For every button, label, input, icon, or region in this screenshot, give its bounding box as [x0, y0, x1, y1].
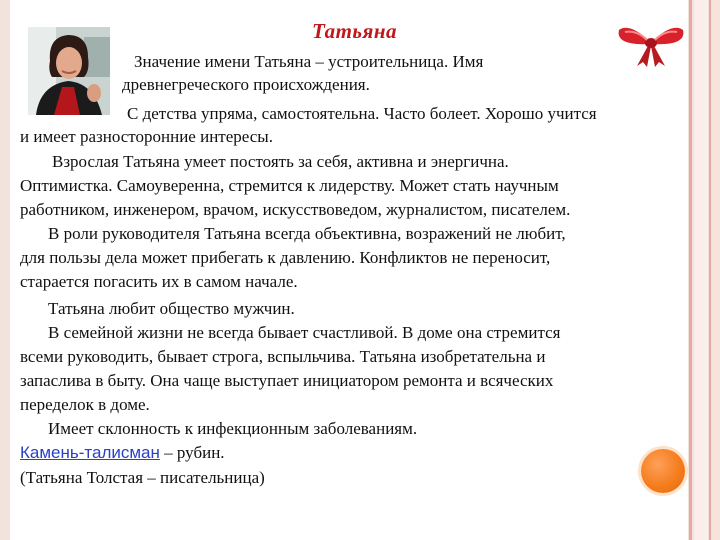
- text-line: Взрослая Татьяна умеет постоять за себя, активна и энергична.: [52, 152, 509, 171]
- talisman-stone-link[interactable]: Камень-талисман: [20, 443, 160, 462]
- text-line: Татьяна любит общество мужчин.: [48, 299, 295, 318]
- text-line: работником, инженером, врачом, искусствоведом, журналистом, писателем.: [20, 200, 571, 219]
- text-line: Значение имени Татьяна – устроительница. Имя: [134, 52, 484, 71]
- border-stripe: [694, 0, 708, 540]
- text-line: для пользы дела может прибегать к давлению. Конфликтов не переносит,: [20, 248, 551, 267]
- text-line: В семейной жизни не всегда бывает счастливой. В доме она стремится: [48, 323, 561, 342]
- orange-circle-icon: [641, 449, 685, 493]
- text-line: В роли руководителя Татьяна всегда объективна, возражений не любит,: [48, 224, 566, 243]
- text-line: переделок в доме.: [20, 395, 150, 414]
- page-title: Татьяна: [312, 19, 397, 43]
- border-stripe: [709, 0, 711, 540]
- text-line: всеми руководить, бывает строга, вспыльчива. Татьяна изобретательна и: [20, 347, 546, 366]
- text-line: запаслива в быту. Она чаще выступает инициатором ремонта и всяческих: [20, 371, 554, 390]
- text-line: Имеет склонность к инфекционным заболеваниям.: [48, 419, 418, 438]
- text-line: Оптимистка. Самоуверенна, стремится к лидерству. Может стать научным: [20, 176, 559, 195]
- text-line: [20, 443, 225, 463]
- text-line: С детства упряма, самостоятельна. Часто болеет. Хорошо учится: [127, 104, 597, 123]
- text-line: древнегреческого происхождения.: [122, 75, 370, 94]
- text-line: старается погасить их в самом начале.: [20, 272, 298, 291]
- border-stripe: [713, 0, 720, 540]
- ribbon-bow-icon: [615, 22, 687, 68]
- text-line: (Татьяна Толстая – писательница): [20, 468, 265, 487]
- text-line-rest: – рубин.: [159, 443, 225, 462]
- text-line: и имеет разносторонние интересы.: [20, 127, 273, 146]
- portrait-photo: [28, 27, 110, 115]
- border-stripe: [689, 0, 692, 540]
